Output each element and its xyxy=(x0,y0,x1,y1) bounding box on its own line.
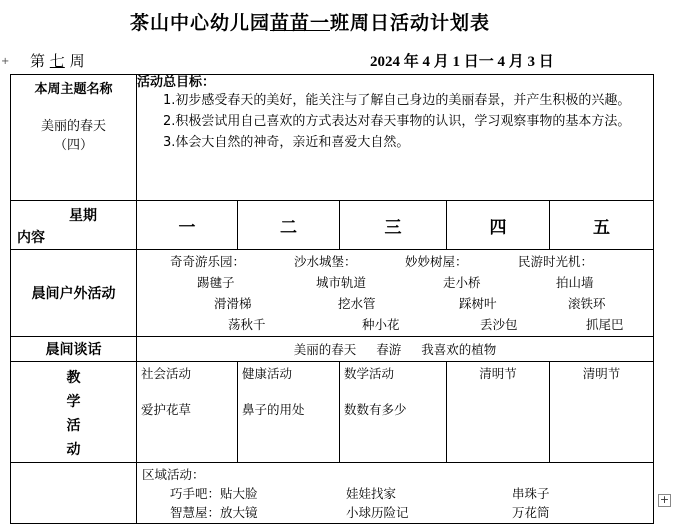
activity-name: 鼻子的用处 xyxy=(242,402,305,417)
document-title xyxy=(0,8,620,35)
teaching-row xyxy=(11,362,654,463)
outdoor-activity: 滚铁环 xyxy=(568,296,606,311)
goal-item: 2.积极尝试用自己喜欢的方式表达对春天事物的认识，学习观察事物的基本方法。 xyxy=(163,114,631,129)
activity-name: 爱护花草 xyxy=(141,402,192,417)
activity-type: 清明节 xyxy=(479,366,517,381)
theme-cell xyxy=(11,75,137,201)
outdoor-cell xyxy=(137,250,654,337)
area-item: 巧手吧：贴大脸 xyxy=(170,486,258,501)
day-thursday: 四 xyxy=(447,201,550,250)
weekday-label: 星期 xyxy=(69,208,97,224)
outdoor-row xyxy=(11,250,654,337)
talk-topic: 春游 xyxy=(376,342,402,357)
outdoor-activity: 城市轨道 xyxy=(316,275,367,290)
activity-type: 清明节 xyxy=(582,366,621,381)
date-range: 2024 年 4 月 1 日一 4 月 3 日 xyxy=(370,54,554,70)
teaching-cell-tuesday xyxy=(238,362,340,463)
class-name: 苗苗一 xyxy=(269,12,330,34)
morning-talk-row xyxy=(11,337,654,362)
outdoor-zone: 奇奇游乐园： xyxy=(170,254,246,269)
theme-name: 美丽的春天 xyxy=(40,119,106,134)
content-label: 内容 xyxy=(17,230,45,246)
talk-topic: 美丽的春天 xyxy=(293,342,357,357)
activity-type: 数学活动 xyxy=(344,366,395,381)
goal-item: 1.初步感受春天的美好，能关注与了解自己身边的美丽春景，并产生积极的兴趣。 xyxy=(163,93,631,108)
theme-part: （四） xyxy=(53,138,93,153)
theme-label: 本周主题名称 xyxy=(34,82,113,97)
area-heading: 区域活动： xyxy=(142,467,205,482)
theme-row xyxy=(11,75,654,201)
outdoor-activity: 踩树叶 xyxy=(459,296,497,311)
goals-cell xyxy=(137,75,654,201)
morning-talk-label: 晨间谈话 xyxy=(11,337,137,362)
title-suffix: 班周日活动计划表 xyxy=(330,12,491,34)
outdoor-label: 晨间户外活动 xyxy=(11,250,137,337)
teaching-label: 教 学 活 动 xyxy=(11,362,137,463)
outdoor-activity: 挖水管 xyxy=(338,296,376,311)
day-tuesday: 二 xyxy=(238,201,340,250)
outdoor-activity: 走小桥 xyxy=(443,275,481,290)
teaching-cell-thursday xyxy=(447,362,550,463)
area-item: 串珠子 xyxy=(512,486,550,501)
outdoor-zone: 妙妙树屋： xyxy=(405,254,468,269)
area-item: 万花筒 xyxy=(512,505,550,520)
teaching-cell-friday xyxy=(550,362,654,463)
area-activity-cell xyxy=(137,463,654,524)
outdoor-zone: 民游时光机： xyxy=(518,254,594,269)
outdoor-activity: 抓尾巴 xyxy=(586,317,624,332)
school-name: 茶山中心幼儿园 xyxy=(129,12,270,34)
outdoor-zone: 沙水城堡： xyxy=(294,254,357,269)
area-activity-row xyxy=(11,463,654,524)
outdoor-activity: 滑滑梯 xyxy=(214,296,252,311)
activity-type: 健康活动 xyxy=(242,366,293,381)
table-move-handle-icon[interactable]: + xyxy=(1,56,10,67)
teaching-cell-monday xyxy=(137,362,238,463)
day-monday: 一 xyxy=(137,201,238,250)
outdoor-activity: 种小花 xyxy=(362,317,400,332)
add-row-icon[interactable]: + xyxy=(659,493,670,506)
weekday-header-row xyxy=(11,201,654,250)
outdoor-activity: 拍山墙 xyxy=(556,275,594,290)
morning-talk-cell xyxy=(137,337,654,362)
activity-type: 社会活动 xyxy=(141,366,192,381)
weekday-content-header xyxy=(11,201,137,250)
goals-heading: 活动总目标： xyxy=(137,75,216,90)
outdoor-activity: 踢毽子 xyxy=(197,275,235,290)
area-item: 小球历险记 xyxy=(346,505,409,520)
talk-topic: 我喜欢的植物 xyxy=(421,342,497,357)
day-wednesday: 三 xyxy=(340,201,447,250)
goal-item: 3.体会大自然的神奇，亲近和喜爱大自然。 xyxy=(163,135,410,150)
area-item: 娃娃找家 xyxy=(346,486,397,501)
outdoor-activity: 丢沙包 xyxy=(480,317,518,332)
day-friday: 五 xyxy=(550,201,654,250)
week-number: 第 七 周 xyxy=(30,52,85,70)
area-item: 智慧屋：放大镜 xyxy=(170,505,258,520)
activity-name: 数数有多少 xyxy=(344,402,407,417)
teaching-cell-wednesday xyxy=(340,362,447,463)
weekly-plan-table xyxy=(10,74,654,524)
outdoor-activity: 荡秋千 xyxy=(228,317,266,332)
area-activity-label-cell xyxy=(11,463,137,524)
